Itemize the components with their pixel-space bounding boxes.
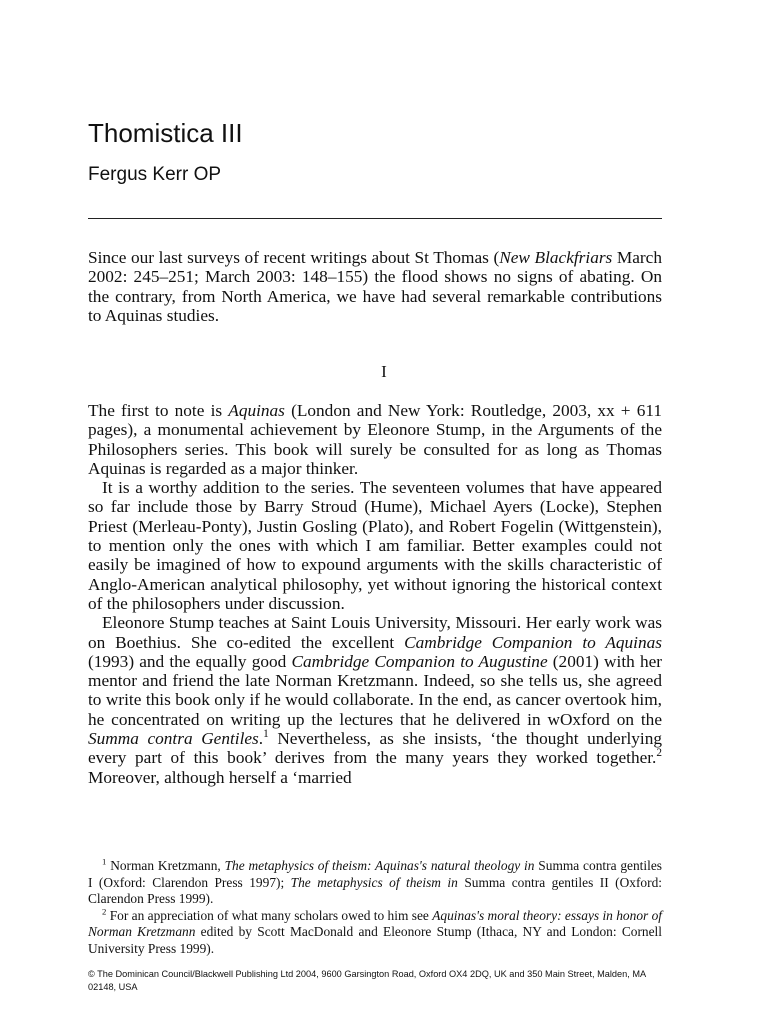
book-title: Cambridge Companion to Augustine xyxy=(291,651,548,671)
book-title: The metaphysics of theism: Aquinas's natural theology in xyxy=(224,858,535,873)
text-run: For an appreciation of what many scholars owed to him see xyxy=(106,907,433,923)
text-run: . xyxy=(258,729,264,749)
intro-text: Since our last surveys of recent writings about St Thomas ( xyxy=(88,248,500,267)
text-run: Summa contra gentiles I (Oxford: Clarendon Press 1997); xyxy=(88,858,662,890)
paragraph: It is a worthy addition to the series. The seventeen volumes that have appeared so far include those by Barry Stroud (Hume), Michael Ayers (Locke), Stephen Priest (Merleau-Ponty), Justin Gosling (Plato), and Robert Fogelin (Wittgenstein), to mention only the ones with which I am familiar. Better examples could not easily be imagined of how to expound arguments with the skills characteristic of Anglo-American analytical philosophy, yet without ignoring the historical context of the philosophers under discussion. xyxy=(88,478,662,613)
paragraph xyxy=(88,613,662,787)
footnote xyxy=(88,858,662,908)
book-title: Cambridge Companion to Aquinas xyxy=(404,632,662,652)
text-run: Summa contra gentiles II (Oxford: Clarendon Press 1999). xyxy=(88,874,662,906)
footnote-number: 2 xyxy=(102,906,107,917)
footnote xyxy=(88,908,662,958)
text-run: Eleonore Stump teaches at Saint Louis University, Missouri. Her early work was on Boethius. She co-edited the excellent xyxy=(88,613,662,652)
footnote-number: 1 xyxy=(102,856,107,867)
text-run: (1993) and the equally good xyxy=(88,651,292,671)
text-run: Moreover, although herself a ‘married xyxy=(88,767,352,787)
intro-text: March 2002: 245–251; March 2003: 148–155) the flood shows no signs of abating. On the contrary, from North America, we have had several remarkable contributions to Aquinas studies. xyxy=(88,248,662,325)
section-heading: I xyxy=(381,362,387,381)
title-divider xyxy=(88,218,662,219)
journal-title: New Blackfriars xyxy=(499,248,613,267)
article-title: Thomistica III xyxy=(88,118,243,148)
book-title: The metaphysics of theism in xyxy=(290,874,458,890)
book-title: Aquinas xyxy=(228,401,285,420)
text-run: Norman Kretzmann, xyxy=(106,858,225,873)
text-run: The first to note is xyxy=(88,401,229,420)
section-body xyxy=(88,401,662,787)
article-author: Fergus Kerr OP xyxy=(88,164,222,185)
intro-paragraph xyxy=(88,248,662,325)
text-run: (2001) with her mentor and friend the late Norman Kretzmann. Indeed, so she tells us, she agreed to write this book only if he would collaborate. In the end, as cancer overtook him, he concentrated on writing up the lectures that he delivered in wOxford on the xyxy=(88,651,663,729)
book-title: Summa contra Gentiles xyxy=(88,729,259,749)
paragraph xyxy=(88,401,662,478)
text-run: Nevertheless, as she insists, ‘the thought underlying every part of this book’ derives from the many years they worked together. xyxy=(88,729,662,768)
book-title: Aquinas's moral theory: essays in honor of Norman Kretzmann xyxy=(88,907,662,939)
text-run: (London and New York: Routledge, 2003, xx + 611 pages), a monumental achievement by Eleonore Stump, in the Arguments of the Philosophers series. This book will surely be consulted for as long as Thomas Aquinas is regarded as a major thinker. xyxy=(88,401,663,478)
copyright-notice: © The Dominican Council/Blackwell Publishing Ltd 2004, 9600 Garsington Road, Oxford OX4 2DQ, UK and 350 Main Street, Malden, MA 02148, USA xyxy=(88,969,646,992)
footnote-ref[interactable]: 1 xyxy=(263,728,269,741)
footnote-ref[interactable]: 2 xyxy=(656,747,662,760)
text-run: edited by Scott MacDonald and Eleonore Stump (Ithaca, NY and London: Cornell University Press 1999). xyxy=(88,924,662,956)
footnotes xyxy=(88,858,662,957)
